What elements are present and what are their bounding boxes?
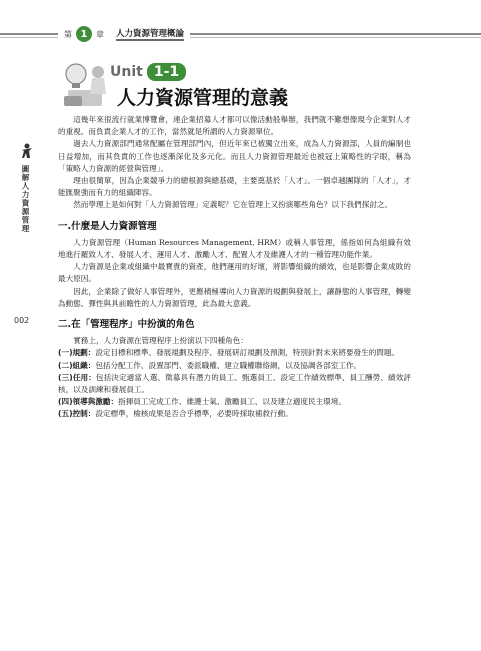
- intro-paragraph: 理由很簡單，因為企業競爭力的總根源與總基礎，主要奠基於「人才」。一個卓越團隊的「人才」，才能匯聚強而有力的組織陣容。: [58, 176, 411, 198]
- chapter-number-badge: 1: [76, 26, 92, 42]
- section2-intro: 實務上，人力資源在管理程序上扮演以下四種角色：: [73, 336, 248, 346]
- unit-number-badge: 1-1: [147, 63, 186, 81]
- role-item-text: 設定目標和標準、發展規劃及程序、發展研訂規劃及預測，特別針對未來將要發生的問題。: [95, 348, 400, 358]
- section2-heading: 二.在「管理程序」中扮演的角色: [58, 319, 195, 331]
- chapter-title: 人力資源管理概論: [116, 29, 185, 39]
- role-item: [58, 408, 411, 420]
- intro-paragraph: 這幾年來很流行就業博覽會，連企業招募人才都可以像活動般舉辦，我們就不難想像現今企業對人才的重視。而負責企業人才的工作，當然就是所謂的人力資源單位。: [58, 115, 411, 137]
- role-item-label: (五)控制：: [58, 409, 96, 419]
- unit-title: 人力資源管理的意義: [117, 87, 289, 109]
- role-item-label: (四)領導與激勵：: [58, 397, 119, 407]
- page-number: 002: [14, 316, 30, 325]
- role-item-label: (二)組織：: [58, 360, 96, 370]
- chapter-prefix: 第: [64, 29, 72, 39]
- role-item-label: (三)任用：: [58, 372, 96, 382]
- intro-paragraph: 過去人力資源部門通常配屬在管理部門內，但近年來已被獨立出來，成為人力資源部，人員的編制也日益增加，而其負責的工作也逐漸深化及多元化。而且人力資源管理最近也被冠上策略性的字眼，稱為「策略人力資源的經營與管理」。: [58, 139, 411, 173]
- role-item: [58, 372, 411, 396]
- person-icon: [20, 143, 34, 159]
- intro-paragraph: 然而學理上是如何對「人力資源管理」定義呢？它在管理上又扮演哪些角色？以下我們探討之。: [73, 200, 393, 210]
- unit-word: Unit: [110, 64, 143, 80]
- chapter-suffix: 章: [96, 29, 104, 39]
- side-label-text: 圖解人力資源管理: [21, 165, 30, 233]
- role-item: [58, 396, 411, 408]
- role-item: [58, 347, 411, 359]
- section1-heading: 一.什麼是人力資源管理: [58, 220, 157, 232]
- role-item-text: 設定標準，檢核成果是否合乎標準，必要時採取補救行動。: [95, 409, 293, 419]
- role-item-text: 指揮員工完成工作、維護士氣、激勵員工、以及建立適度民主環境。: [118, 397, 346, 407]
- side-label: [20, 143, 36, 233]
- section1-paragraph: 人力資源管理（Human Resources Management, HRM）或稱人事管理，係指如何為組織有效地進行羅致人才、發展人才、運用人才、激勵人才、配置人才及維護人才的一種管理功能作業。: [58, 237, 411, 260]
- section1-paragraph: 因此，企業除了做好人事管理外，更應積極導向人力資源的規劃與發展上，讓靜態的人事管理，轉變為動態、彈性與具前瞻性的人力資源管理，此為最大意義。: [58, 286, 411, 308]
- role-item-text: 包括決定適當人選、徵募具有潛力的員工、甄選員工、設定工作績效標準、員工酬勞、績效評核，以及訓練和發展員工。: [58, 372, 411, 395]
- role-item: [58, 360, 411, 372]
- chapter-header: [58, 26, 190, 42]
- lightbulb-figure-icon: [62, 60, 116, 108]
- unit-label: [110, 63, 186, 81]
- main-content: [58, 114, 411, 421]
- role-item-label: (一)規劃：: [58, 348, 96, 358]
- role-item-text: 包括分配工作、設置部門、委派職權、建立職權聯絡網，以及協調各部室工作。: [95, 360, 362, 370]
- section1-paragraph: 人力資源是企業或組織中最寶貴的資產，他們運用的好壞，將影響組織的績效，也是影響企業成敗的最大原因。: [58, 262, 411, 284]
